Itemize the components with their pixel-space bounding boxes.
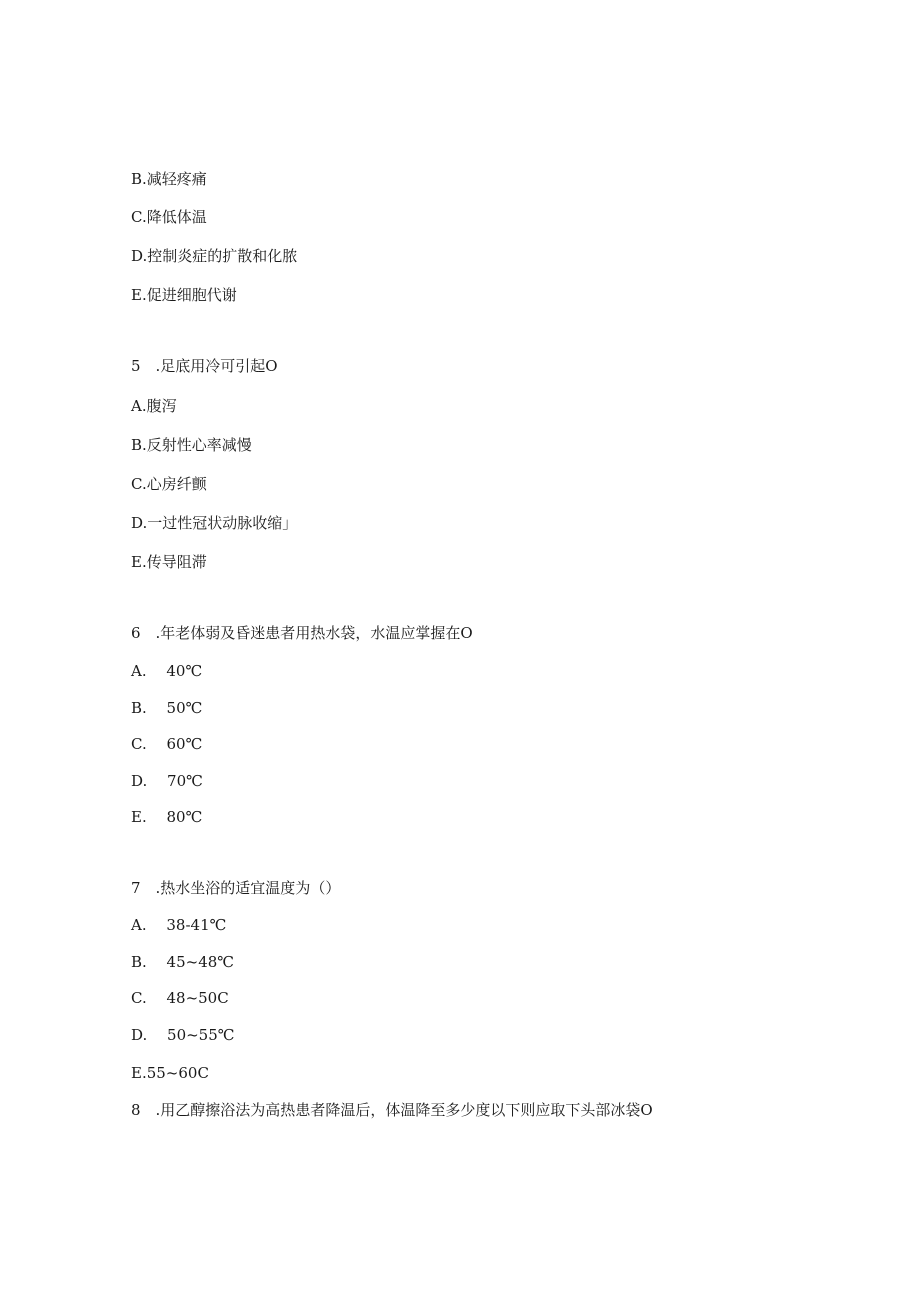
- q6-option-e: E. 80℃: [131, 808, 203, 826]
- q5-stem: 5 .足底用冷可引起O: [131, 357, 278, 375]
- q7-option-b: B. 45~48℃: [131, 953, 235, 971]
- q5-option-a: A.腹泻: [131, 397, 177, 415]
- q7-option-a: A. 38-41℃: [131, 916, 227, 934]
- q4-option-d: D.控制炎症的扩散和化脓: [131, 247, 298, 265]
- q7-option-d: D. 50~55℃: [131, 1026, 235, 1044]
- q6-stem: 6 .年老体弱及昏迷患者用热水袋，水温应掌握在O: [131, 624, 473, 642]
- q6-option-c: C. 60℃: [131, 735, 203, 753]
- q7-option-e: E.55~60C: [131, 1064, 209, 1082]
- q4-option-e: E.促进细胞代谢: [131, 286, 237, 304]
- q6-option-a: A. 40℃: [131, 662, 203, 680]
- q7-option-c: C. 48~50C: [131, 989, 229, 1007]
- q5-option-b: B.反射性心率减慢: [131, 436, 252, 454]
- q4-option-c: C.降低体温: [131, 208, 207, 226]
- q7-stem: 7 .热水坐浴的适宜温度为（）: [131, 879, 341, 897]
- q4-option-b: B.减轻疼痛: [131, 170, 207, 188]
- q5-option-c: C.心房纤颤: [131, 475, 207, 493]
- q5-option-e: E.传导阻滞: [131, 553, 207, 571]
- q6-option-d: D. 70℃: [131, 772, 203, 790]
- q6-option-b: B. 50℃: [131, 699, 203, 717]
- q8-stem: 8 .用乙醇擦浴法为高热患者降温后，体温降至多少度以下则应取下头部冰袋O: [131, 1101, 653, 1119]
- q5-option-d: D.一过性冠状动脉收缩」: [131, 514, 298, 532]
